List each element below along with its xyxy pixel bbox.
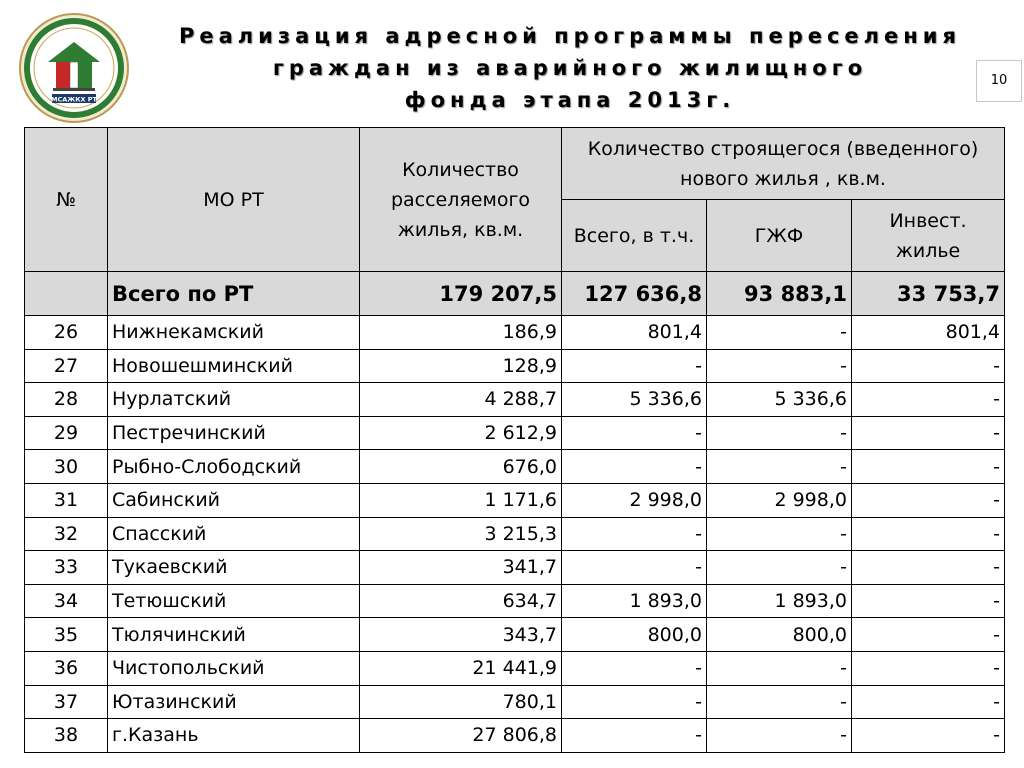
- row-invest: -: [852, 685, 1005, 719]
- table-row: [25, 450, 1005, 484]
- row-built-total: -: [562, 719, 707, 753]
- row-built-total: 2 998,0: [562, 483, 707, 517]
- row-resettled: 343,7: [360, 618, 562, 652]
- table-row: [25, 383, 1005, 417]
- row-built-total: -: [562, 416, 707, 450]
- row-gzhf: -: [707, 416, 852, 450]
- row-num: 29: [25, 416, 108, 450]
- header-built: Количество строящегося (введенного) нового жилья , кв.м.: [562, 128, 1005, 200]
- row-invest: 801,4: [852, 316, 1005, 350]
- header-mo: МО РТ: [108, 128, 360, 272]
- row-name: Тукаевский: [108, 551, 360, 585]
- row-invest: -: [852, 349, 1005, 383]
- row-name: Спасский: [108, 517, 360, 551]
- table-row: [25, 416, 1005, 450]
- ministry-logo: [18, 12, 130, 124]
- row-gzhf: 1 893,0: [707, 584, 852, 618]
- total-row: [25, 272, 1005, 316]
- row-invest: -: [852, 517, 1005, 551]
- row-built-total: -: [562, 551, 707, 585]
- table-row: [25, 584, 1005, 618]
- row-num: 38: [25, 719, 108, 753]
- row-num: 26: [25, 316, 108, 350]
- row-built-total: -: [562, 517, 707, 551]
- row-gzhf: -: [707, 450, 852, 484]
- row-resettled: 3 215,3: [360, 517, 562, 551]
- title-line-2: граждан из аварийного жилищного: [272, 56, 868, 80]
- row-invest: -: [852, 383, 1005, 417]
- row-invest: -: [852, 651, 1005, 685]
- row-resettled: 186,9: [360, 316, 562, 350]
- row-built-total: 800,0: [562, 618, 707, 652]
- row-gzhf: -: [707, 551, 852, 585]
- row-invest: -: [852, 551, 1005, 585]
- row-name: Чистопольский: [108, 651, 360, 685]
- row-resettled: 634,7: [360, 584, 562, 618]
- table-row: [25, 651, 1005, 685]
- row-resettled: 341,7: [360, 551, 562, 585]
- row-num: 33: [25, 551, 108, 585]
- row-resettled: 21 441,9: [360, 651, 562, 685]
- row-name: Нурлатский: [108, 383, 360, 417]
- row-name: Тюлячинский: [108, 618, 360, 652]
- row-num: 30: [25, 450, 108, 484]
- row-resettled: 2 612,9: [360, 416, 562, 450]
- row-gzhf: -: [707, 349, 852, 383]
- total-resettled: 179 207,5: [360, 272, 562, 316]
- table-row: [25, 316, 1005, 350]
- row-invest: -: [852, 416, 1005, 450]
- row-num: 35: [25, 618, 108, 652]
- row-built-total: -: [562, 450, 707, 484]
- row-gzhf: 2 998,0: [707, 483, 852, 517]
- row-invest: -: [852, 618, 1005, 652]
- row-invest: -: [852, 719, 1005, 753]
- total-label: Всего по РТ: [108, 272, 360, 316]
- row-built-total: -: [562, 349, 707, 383]
- total-invest: 33 753,7: [852, 272, 1005, 316]
- row-num: 37: [25, 685, 108, 719]
- row-gzhf: -: [707, 685, 852, 719]
- row-built-total: -: [562, 651, 707, 685]
- title-line-3: фонда этапа 2013г.: [404, 88, 736, 112]
- row-invest: -: [852, 483, 1005, 517]
- row-num: 27: [25, 349, 108, 383]
- table-row: [25, 483, 1005, 517]
- row-name: Тетюшский: [108, 584, 360, 618]
- row-num: 31: [25, 483, 108, 517]
- row-built-total: -: [562, 685, 707, 719]
- row-built-total: 801,4: [562, 316, 707, 350]
- page-number: 10: [976, 60, 1022, 102]
- row-gzhf: 800,0: [707, 618, 852, 652]
- title-line-1: Реализация адресной программы переселения: [179, 24, 961, 48]
- row-gzhf: -: [707, 719, 852, 753]
- row-num: 36: [25, 651, 108, 685]
- header-resettled: Количество расселяемого жилья, кв.м.: [360, 128, 562, 272]
- table-row: [25, 551, 1005, 585]
- header-total: Всего, в т.ч.: [562, 200, 707, 272]
- table-row: [25, 618, 1005, 652]
- row-built-total: 1 893,0: [562, 584, 707, 618]
- table-row: [25, 685, 1005, 719]
- row-gzhf: -: [707, 517, 852, 551]
- row-resettled: 4 288,7: [360, 383, 562, 417]
- table-row: [25, 719, 1005, 753]
- row-name: Сабинский: [108, 483, 360, 517]
- header-num: №: [25, 128, 108, 272]
- row-gzhf: 5 336,6: [707, 383, 852, 417]
- total-num: [25, 272, 108, 316]
- row-gzhf: -: [707, 316, 852, 350]
- resettlement-table: [24, 127, 1005, 753]
- table-row: [25, 517, 1005, 551]
- row-num: 34: [25, 584, 108, 618]
- row-name: Рыбно-Слободский: [108, 450, 360, 484]
- row-resettled: 27 806,8: [360, 719, 562, 753]
- ministry-emblem-icon: [18, 12, 130, 124]
- row-invest: -: [852, 584, 1005, 618]
- row-resettled: 1 171,6: [360, 483, 562, 517]
- row-built-total: 5 336,6: [562, 383, 707, 417]
- row-resettled: 128,9: [360, 349, 562, 383]
- header-gzhf: ГЖФ: [707, 200, 852, 272]
- row-gzhf: -: [707, 651, 852, 685]
- total-built: 127 636,8: [562, 272, 707, 316]
- row-resettled: 780,1: [360, 685, 562, 719]
- header-row-1: [25, 128, 1005, 200]
- page-title: [150, 20, 990, 116]
- row-name: Ютазинский: [108, 685, 360, 719]
- row-num: 32: [25, 517, 108, 551]
- table-row: [25, 349, 1005, 383]
- row-name: Новошешминский: [108, 349, 360, 383]
- logo-text: МСАЖКХ РТ: [50, 95, 98, 104]
- row-resettled: 676,0: [360, 450, 562, 484]
- row-name: Пестречинский: [108, 416, 360, 450]
- row-invest: -: [852, 450, 1005, 484]
- row-name: Нижнекамский: [108, 316, 360, 350]
- row-num: 28: [25, 383, 108, 417]
- header-invest: Инвест. жилье: [852, 200, 1005, 272]
- row-name: г.Казань: [108, 719, 360, 753]
- total-gzhf: 93 883,1: [707, 272, 852, 316]
